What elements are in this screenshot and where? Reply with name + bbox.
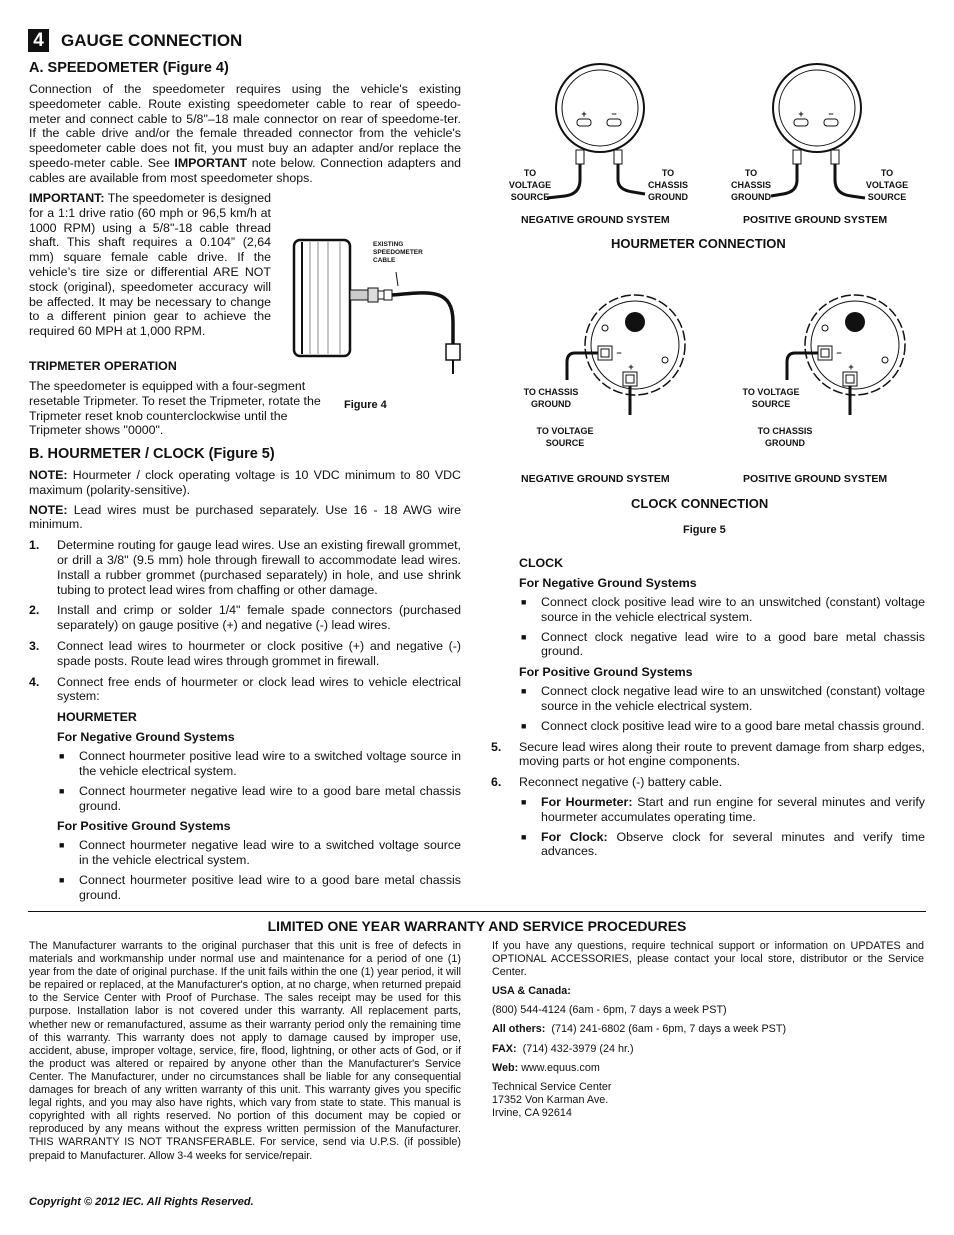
step-number: 1. <box>29 538 40 553</box>
clock-gauge-negative <box>567 295 685 415</box>
hourmeter-pos-item-1: ■ Connect hourmeter negative lead wire to a switched voltage source in the vehicle electrical system. <box>57 838 461 868</box>
minus-terminal-label: − <box>611 109 617 119</box>
fax-phone: (714) 432-3979 (24 hr.) <box>522 1042 634 1055</box>
others-label: All others: <box>492 1023 546 1036</box>
hourmeter-gauge-negative <box>547 64 645 198</box>
final-item-text: Start and run engine for several minutes and verify hourmeter accumulates operating time. <box>541 794 925 824</box>
step-number: 5. <box>491 739 502 754</box>
web-label: Web: <box>492 1061 519 1074</box>
others-phone: (714) 241-6802 (6am - 6pm, 7 days a week PST) <box>551 1023 787 1036</box>
plus-terminal-label: + <box>848 362 854 372</box>
step-number: 6. <box>491 775 502 790</box>
pos-left-label-1: TO <box>744 168 758 178</box>
hourmeter-neg-item-2: ■ Connect hourmeter negative lead wire to a good bare metal chassis ground. <box>57 784 461 814</box>
step-text: Reconnect negative (-) battery cable. <box>519 775 723 790</box>
fax-line <box>492 1043 924 1056</box>
tripmeter-text <box>29 379 329 438</box>
hourmeter-gauge-positive <box>771 64 865 198</box>
pos-lower-label-1: TO CHASSIS <box>757 426 813 436</box>
pos-right-label-1: TO <box>880 168 894 178</box>
usa-label: USA & Canada: <box>492 985 571 998</box>
clock-neg-item-1: ■ Connect clock positive lead wire to an unswitched (constant) voltage source in the vehicle electrical system. <box>519 595 925 625</box>
important-label: IMPORTANT: <box>29 191 105 205</box>
final-item-label: For Hourmeter: <box>541 794 633 809</box>
step-text: Install and crimp or solder 1/4" female spade connectors (purchased separately) on gauge positive (+) and negative (-) lead wires. <box>57 603 461 633</box>
section-number: 4 <box>33 30 44 51</box>
contact-intro: If you have any questions, require technical support or information on UPDATES and OPTIONAL ACCESSORIES, please contact your local store, distributor or the Service Center. <box>492 940 924 979</box>
note-text: Hourmeter / clock operating voltage is 10 VDC minimum to 80 VDC maximum (polarity-sensitive). <box>29 468 461 497</box>
hourmeter-pos-ground-heading: For Positive Ground Systems <box>57 819 231 834</box>
hourmeter-neg-ground-heading: For Negative Ground Systems <box>57 730 235 745</box>
note-label: NOTE: <box>29 468 68 482</box>
step-text: Secure lead wires along their route to prevent damage from sharp edges, moving parts or hot engine components. <box>519 739 925 769</box>
step-number: 4. <box>29 674 40 689</box>
step-number: 2. <box>29 603 40 618</box>
step-3 <box>29 639 461 669</box>
fax-label: FAX: <box>492 1042 517 1055</box>
neg-lower-label-1: TO VOLTAGE <box>536 426 594 436</box>
section-number-badge <box>28 29 49 52</box>
figure-5-label: Figure 5 <box>683 524 726 536</box>
plus-terminal-label: + <box>628 362 634 372</box>
important-text: The speedometer is designed for a 1:1 drive ratio (60 mph or 96,5 km/h at 1000 RPM) using a 5/8"-18 cable thread shaft. This shaft requires a 0.104” (2,64 mm) square female cable drive. If the vehicle’s tire size or differential ARE NOT stock (original), speedometer accuracy will be affected. It may be necessary to change to a different pinion gear to achieve the required 60 MPH at 1,000 RPM. <box>29 191 271 339</box>
speedometer-intro-important: IMPORTANT <box>174 155 248 170</box>
pos-lower-label-2: GROUND <box>765 438 805 448</box>
warranty-divider <box>28 911 926 912</box>
clock-pos-system-label: POSITIVE GROUND SYSTEM <box>743 473 888 485</box>
neg-upper-label-2: GROUND <box>531 399 571 409</box>
web-url: www.equus.com <box>521 1061 600 1074</box>
clock-connection-diagram <box>495 290 925 460</box>
note-label: NOTE: <box>29 502 68 517</box>
pos-upper-label-1: TO VOLTAGE <box>742 387 800 397</box>
note-text: Lead wires must be purchased separately. Use 16 - 18 AWG wire minimum. <box>29 502 461 532</box>
hourmeter-pos-system-label: POSITIVE GROUND SYSTEM <box>743 214 888 226</box>
step-text: Connect lead wires to hourmeter or clock positive (+) and negative (-) spade posts. Route lead wires through grommet in firewall. <box>57 638 461 668</box>
tripmeter-heading: TRIPMETER OPERATION <box>29 359 177 373</box>
final-item-hourmeter <box>519 795 925 825</box>
speedometer-intro-part1: Connection of the speedometer requires using the vehicle's existing speedometer cable. Route existing speedometer cable to rear of speedo-meter and connect cable to 5/8"–18 male connector on rear of speedome-ter. If the cable drive and/or the female threaded connector from the vehicle's speedometer cable does not fit, you must buy an adapter and/or replace the speedo-meter cable. See <box>29 82 461 170</box>
hourmeter-pos-item-2: ■ Connect hourmeter positive lead wire to a good bare metal chassis ground. <box>57 873 461 903</box>
warranty-heading: LIMITED ONE YEAR WARRANTY AND SERVICE PROCEDURES <box>267 918 687 934</box>
neg-left-label-2: VOLTAGE <box>508 180 552 190</box>
clock-heading: CLOCK <box>519 556 564 570</box>
clock-neg-ground-heading: For Negative Ground Systems <box>519 576 697 590</box>
pos-left-label-2: CHASSIS <box>730 180 772 190</box>
speedometer-heading: A. SPEEDOMETER (Figure 4) <box>29 60 229 76</box>
hourmeter-subheading: HOURMETER <box>57 710 137 725</box>
others-line <box>492 1023 924 1036</box>
hourmeter-note-voltage <box>29 468 461 498</box>
neg-left-label-3: SOURCE <box>510 192 550 202</box>
usa-phone: (800) 544-4124 (6am - 6pm, 7 days a week PST) <box>492 1004 727 1017</box>
figure-4-speedometer-drawing <box>288 232 468 380</box>
minus-terminal-label: − <box>836 348 842 358</box>
clock-pos-ground-heading: For Positive Ground Systems <box>519 665 693 680</box>
hourmeter-heading: B. HOURMETER / CLOCK (Figure 5) <box>29 446 275 462</box>
final-item-label: For Clock: <box>541 829 608 844</box>
plus-terminal-label: + <box>798 109 804 119</box>
neg-left-label-1: TO <box>523 168 537 178</box>
step-number: 3. <box>29 638 40 653</box>
pos-upper-label-2: SOURCE <box>751 399 791 409</box>
final-item-text: Observe clock for several minutes and verify time advances. <box>541 829 925 859</box>
hourmeter-note-wire <box>29 503 461 533</box>
hourmeter-neg-item-1: ■ Connect hourmeter positive lead wire to a switched voltage source in the vehicle electrical system. <box>57 749 461 779</box>
clock-neg-item-2: ■ Connect clock negative lead wire to a good bare metal chassis ground. <box>519 630 925 660</box>
address-line-1: Technical Service Center <box>492 1080 612 1093</box>
tripmeter-text-body: The speedometer is equipped with a four-segment resetable Tripmeter. To reset the Tripmeter, rotate the Tripmeter reset knob counterclockwise until the Tripmeter shows "0000". <box>29 379 321 438</box>
plus-terminal-label: + <box>581 109 587 119</box>
minus-terminal-label: − <box>616 348 622 358</box>
cable-connector <box>350 290 368 300</box>
step-1 <box>29 538 461 597</box>
speedometer-important-note <box>29 191 271 339</box>
section-title: GAUGE CONNECTION <box>61 31 243 50</box>
clock-connection-title: CLOCK CONNECTION <box>631 496 769 511</box>
clock-gauge-positive <box>787 295 905 415</box>
speedometer-intro-part2: note below. Connection adapters and cables are available from most speedometer shops. <box>29 155 461 185</box>
pos-left-label-3: GROUND <box>731 192 771 202</box>
clock-neg-system-label: NEGATIVE GROUND SYSTEM <box>521 473 670 485</box>
address-line-3: Irvine, CA 92614 <box>492 1106 572 1119</box>
neg-lower-label-2: SOURCE <box>545 438 585 448</box>
clock-pos-item-1: ■ Connect clock negative lead wire to an unswitched (constant) voltage source in the vehicle electrical system. <box>519 684 925 714</box>
step-text: Determine routing for gauge lead wires. Use an existing firewall grommet, or drill a 3/8" (9.5 mm) hole through firewall to accommodate lead wires. Install a rubber grommet (purchased separately) in hole, and use shrink tubing to protect lead wires from chaffing or other damage. <box>57 538 461 597</box>
step-2 <box>29 603 461 633</box>
final-item-clock <box>519 830 925 860</box>
cable-label-line3: CABLE <box>373 257 396 264</box>
speedometer-cable <box>392 293 453 344</box>
cable-label-line2: SPEEDOMETER <box>373 249 423 256</box>
step-6 <box>491 775 925 790</box>
web-line <box>492 1062 924 1075</box>
hourmeter-connection-title: HOURMETER CONNECTION <box>611 236 786 251</box>
step-5 <box>491 740 925 770</box>
hourmeter-neg-system-label: NEGATIVE GROUND SYSTEM <box>521 214 670 226</box>
hourmeter-connection-diagram <box>495 62 925 232</box>
pos-right-label-3: SOURCE <box>867 192 907 202</box>
neg-right-label-3: GROUND <box>648 192 688 202</box>
neg-right-label-1: TO <box>661 168 675 178</box>
step-text: Connect free ends of hourmeter or clock lead wires to vehicle electrical system: <box>57 674 461 704</box>
clock-pos-item-2: ■ Connect clock positive lead wire to a good bare metal chassis ground. <box>519 719 925 734</box>
speedometer-intro <box>29 82 461 186</box>
minus-terminal-label: − <box>828 109 834 119</box>
neg-right-label-2: CHASSIS <box>647 180 689 190</box>
contact-block <box>492 940 924 1120</box>
copyright: Copyright © 2012 IEC. All Rights Reserved. <box>29 1196 254 1208</box>
hourmeter-body <box>29 468 461 903</box>
cable-label-line1: EXISTING <box>373 241 404 248</box>
warranty-text: The Manufacturer warrants to the original purchaser that this unit is free of defects in materials and workmanship under normal use and maintenance for a period of one (1) year from the date of original purchase. If the unit fails within the one (1) year period, it will be repaired or replaced, at the Manufacturer's option, at no charge, when returned prepaid to the Service Center with Proof of Purchase. The sales receipt may be used for this purpose. Installation labor is not covered under this warranty. All replacement parts, whether new or remanufactured, assume as their warranty period only the remaining time of this warranty. This warranty does not apply to damage caused by improper use, accident, abuse, improper voltage, service, fire, flood, lightning, or other acts of God, or if the product was altered or repaired by anyone other than the Manufacturer's Service Center. The Manufacturer, under no circumstances shall be liable for any consequential damages for breach of any written warranty of this unit. This warranty gives you specific legal rights, and you may also have rights, which vary from state to state. This manual is copyrighted with all rights reserved. No portion of this document may be copied or reproduced by any means without the express written permission of the Manufacturer. THIS WARRANTY IS NOT TRANSFERABLE. For service, send via U.P.S. (if possible) prepaid to Manufacturer. Allow 3-4 weeks for service/repair. <box>29 940 461 1162</box>
step-4 <box>29 675 461 705</box>
pos-right-label-2: VOLTAGE <box>865 180 909 190</box>
neg-upper-label-1: TO CHASSIS <box>523 387 579 397</box>
figure-4-label: Figure 4 <box>344 399 387 411</box>
address-line-2: 17352 Von Karman Ave. <box>492 1093 609 1106</box>
clock-body <box>491 556 925 859</box>
